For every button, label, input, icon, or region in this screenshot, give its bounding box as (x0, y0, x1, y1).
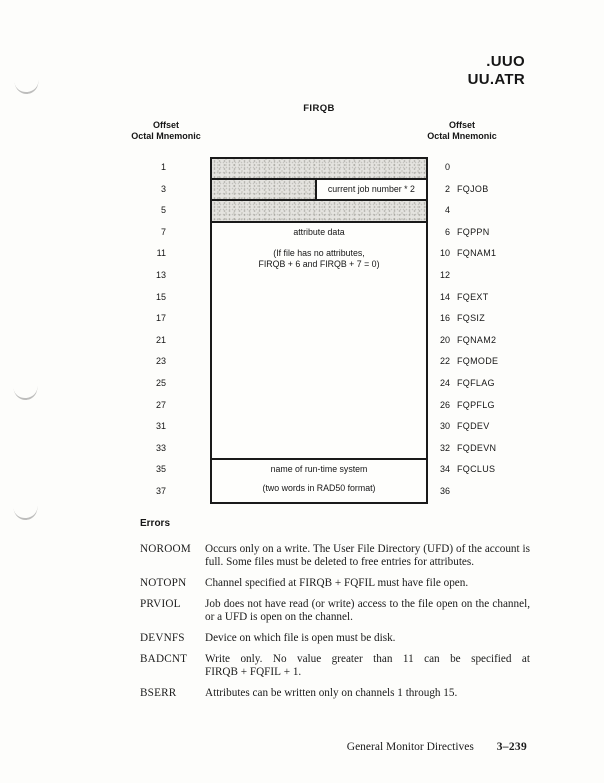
error-item (140, 577, 530, 590)
offset-octal-value: 6 (444, 226, 450, 237)
offset-label-right (437, 373, 498, 395)
offset-label-right (437, 222, 498, 244)
right-column-header (414, 120, 510, 142)
error-code: NOROOM (140, 543, 191, 555)
offset-label-right (437, 179, 498, 201)
reserved-cell-word0 (210, 157, 428, 180)
offset-label-left: 31 (155, 421, 166, 432)
error-code: NOTOPN (140, 577, 187, 589)
offset-label-left: 3 (160, 183, 166, 194)
footer-section-title: General Monitor Directives (346, 741, 474, 753)
offset-label-right (437, 481, 498, 503)
error-code: DEVNFS (140, 632, 185, 644)
left-offset-labels (100, 157, 166, 503)
right-header-offset: Offset (448, 120, 475, 130)
pencil-mark (13, 505, 38, 521)
job-number-cell: current job number * 2 (327, 184, 415, 195)
figure-title: FIRQB (303, 103, 335, 114)
offset-octal-value: 22 (439, 356, 450, 367)
offset-label-right (437, 416, 498, 438)
offset-label-left: 1 (160, 162, 166, 172)
offset-mnemonic: FQPPN (457, 226, 490, 237)
offset-label-left: 37 (155, 485, 166, 496)
offset-label-left: 5 (160, 205, 166, 216)
offset-label-left: 17 (155, 313, 166, 324)
directive-uuatr: UU.ATR (467, 70, 525, 88)
reserved-half-cell (212, 180, 317, 200)
offset-octal-value: 12 (439, 269, 450, 280)
offset-octal-value: 34 (439, 464, 450, 475)
page-footer (347, 741, 527, 753)
left-header-octal-mnemonic: Octal Mnemonic (131, 131, 201, 141)
offset-label-left: 27 (155, 399, 166, 410)
error-description: Channel specified at FIRQB + FQFIL must have file open. (205, 577, 469, 589)
runtime-system-cell (210, 458, 428, 503)
error-description: Occurs only on a write. The User File Directory (UFD) of the account is full. Some files must be deleted to free entries for attributes. (205, 543, 530, 568)
offset-label-right (437, 395, 498, 417)
error-code: PRVIOL (140, 598, 181, 610)
offset-label-left: 33 (155, 442, 166, 453)
offset-octal-value: 32 (439, 442, 450, 453)
offset-mnemonic: FQJOB (457, 183, 489, 194)
offset-label-left: 23 (155, 356, 166, 367)
offset-octal-value: 10 (439, 248, 450, 259)
offset-mnemonic: FQDEVN (457, 442, 497, 453)
offset-label-right (437, 243, 498, 265)
errors-list (140, 543, 530, 708)
error-description: Attributes can be written only on channels 1 through 15. (205, 687, 458, 699)
offset-octal-value: 24 (439, 377, 450, 388)
offset-label-right (437, 265, 498, 287)
attribute-data-label: attribute data (293, 226, 345, 237)
offset-octal-value: 26 (439, 399, 450, 410)
offset-label-right (437, 287, 498, 309)
firqb-block-diagram (210, 157, 428, 504)
offset-mnemonic: FQNAM2 (457, 334, 497, 345)
offset-label-left: 7 (160, 226, 166, 237)
offset-mnemonic: FQPFLG (457, 399, 495, 410)
attribute-note-line2: FIRQB + 6 and FIRQB + 7 = 0) (258, 259, 380, 270)
error-description: Device on which file is open must be disk. (205, 632, 396, 644)
directive-name-header (468, 53, 525, 88)
offset-label-left: 35 (155, 464, 166, 475)
offset-mnemonic: FQDEV (457, 421, 490, 432)
offset-label-right (437, 438, 498, 460)
pencil-mark (13, 385, 38, 401)
offset-octal-value: 16 (439, 313, 450, 324)
offset-label-left: 11 (156, 248, 166, 259)
error-item (140, 687, 530, 700)
offset-label-left: 25 (155, 377, 166, 388)
offset-label-right (437, 351, 498, 373)
runtime-system-format-note: (two words in RAD50 format) (262, 483, 376, 494)
errors-heading: Errors (140, 518, 171, 529)
error-description: Write only. No value greater than 11 can be specified at FIRQB + FQFIL + 1. (205, 653, 530, 678)
attribute-data-note (212, 248, 426, 271)
error-item (140, 653, 530, 679)
offset-label-right (437, 200, 498, 222)
offset-mnemonic: FQSIZ (457, 313, 485, 324)
offset-octal-value: 4 (444, 205, 450, 216)
offset-mnemonic: FQCLUS (457, 464, 496, 475)
offset-mnemonic: FQFLAG (457, 377, 495, 388)
offset-octal-value: 0 (444, 162, 450, 172)
offset-mnemonic: FQNAM1 (457, 248, 497, 259)
offset-mnemonic: FQMODE (457, 356, 499, 367)
job-number-row (210, 178, 428, 202)
offset-label-right (437, 308, 498, 330)
left-header-offset: Offset (152, 120, 179, 130)
error-code: BSERR (140, 687, 177, 699)
directive-uuo: .UUO (486, 53, 525, 70)
offset-octal-value: 2 (444, 183, 450, 194)
right-offset-labels (437, 157, 498, 503)
pencil-mark (14, 79, 39, 95)
reserved-cell-word4 (210, 199, 428, 223)
right-header-octal-mnemonic: Octal Mnemonic (427, 131, 497, 141)
offset-octal-value: 14 (439, 291, 450, 302)
error-item (140, 598, 530, 624)
offset-label-right (437, 157, 498, 179)
offset-label-left: 13 (155, 269, 166, 280)
attribute-data-cell (210, 221, 428, 461)
offset-label-left: 15 (155, 291, 166, 302)
error-item (140, 543, 530, 569)
offset-label-left: 21 (155, 334, 166, 345)
left-column-header (118, 120, 214, 142)
error-item (140, 632, 530, 645)
offset-mnemonic: FQEXT (457, 291, 489, 302)
offset-label-right (437, 459, 498, 481)
offset-octal-value: 30 (439, 421, 450, 432)
offset-octal-value: 36 (439, 485, 450, 496)
attribute-note-line1: (If file has no attributes, (273, 247, 365, 258)
runtime-system-label: name of run-time system (270, 464, 368, 475)
offset-octal-value: 20 (439, 334, 450, 345)
error-description: Job does not have read (or write) access to the file open on the channel, or a UFD is open on the channel. (205, 598, 530, 623)
footer-page-number: 3–239 (496, 741, 527, 753)
error-code: BADCNT (140, 653, 188, 665)
offset-label-right (437, 330, 498, 352)
